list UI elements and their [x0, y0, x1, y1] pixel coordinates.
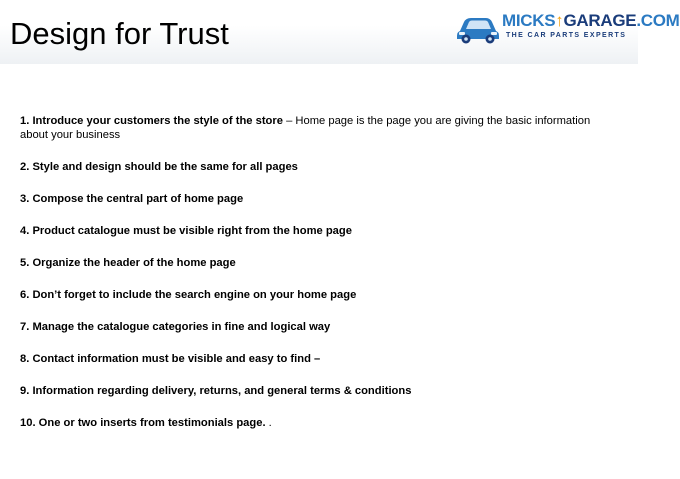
item-list	[20, 114, 610, 448]
slide-title: Design for Trust	[10, 16, 229, 51]
logo-brand-part1: MICKS	[502, 11, 556, 30]
list-item: 2. Style and design should be the same for all pages	[20, 161, 298, 173]
logo-tagline: THE CAR PARTS EXPERTS	[506, 32, 627, 39]
list-item: 9. Information regarding delivery, returns, and general terms & conditions	[20, 385, 412, 397]
list-item: 1. Introduce your customers the style of the store – Home page is the page you are giving the basic information about your business	[20, 115, 591, 141]
list-item: 3. Compose the central part of home page	[20, 193, 244, 205]
list-item: 4. Product catalogue must be visible right from the home page	[20, 225, 352, 237]
micks-garage-logo	[456, 9, 680, 49]
list-item: 7. Manage the catalogue categories in fine and logical way	[20, 321, 331, 333]
logo-brand-part3: .COM	[636, 11, 680, 30]
logo-pin-icon: ↑	[555, 11, 564, 30]
logo-wordmark	[502, 11, 680, 31]
list-item: 5. Organize the header of the home page	[20, 257, 236, 269]
list-item: 8. Contact information must be visible and easy to find –	[20, 353, 321, 365]
logo-brand-part2: GARAGE	[563, 11, 637, 30]
list-item: 10. One or two inserts from testimonials page. .	[20, 417, 272, 429]
list-item: 6. Don’t forget to include the search engine on your home page	[20, 289, 357, 301]
car-icon	[456, 11, 500, 45]
